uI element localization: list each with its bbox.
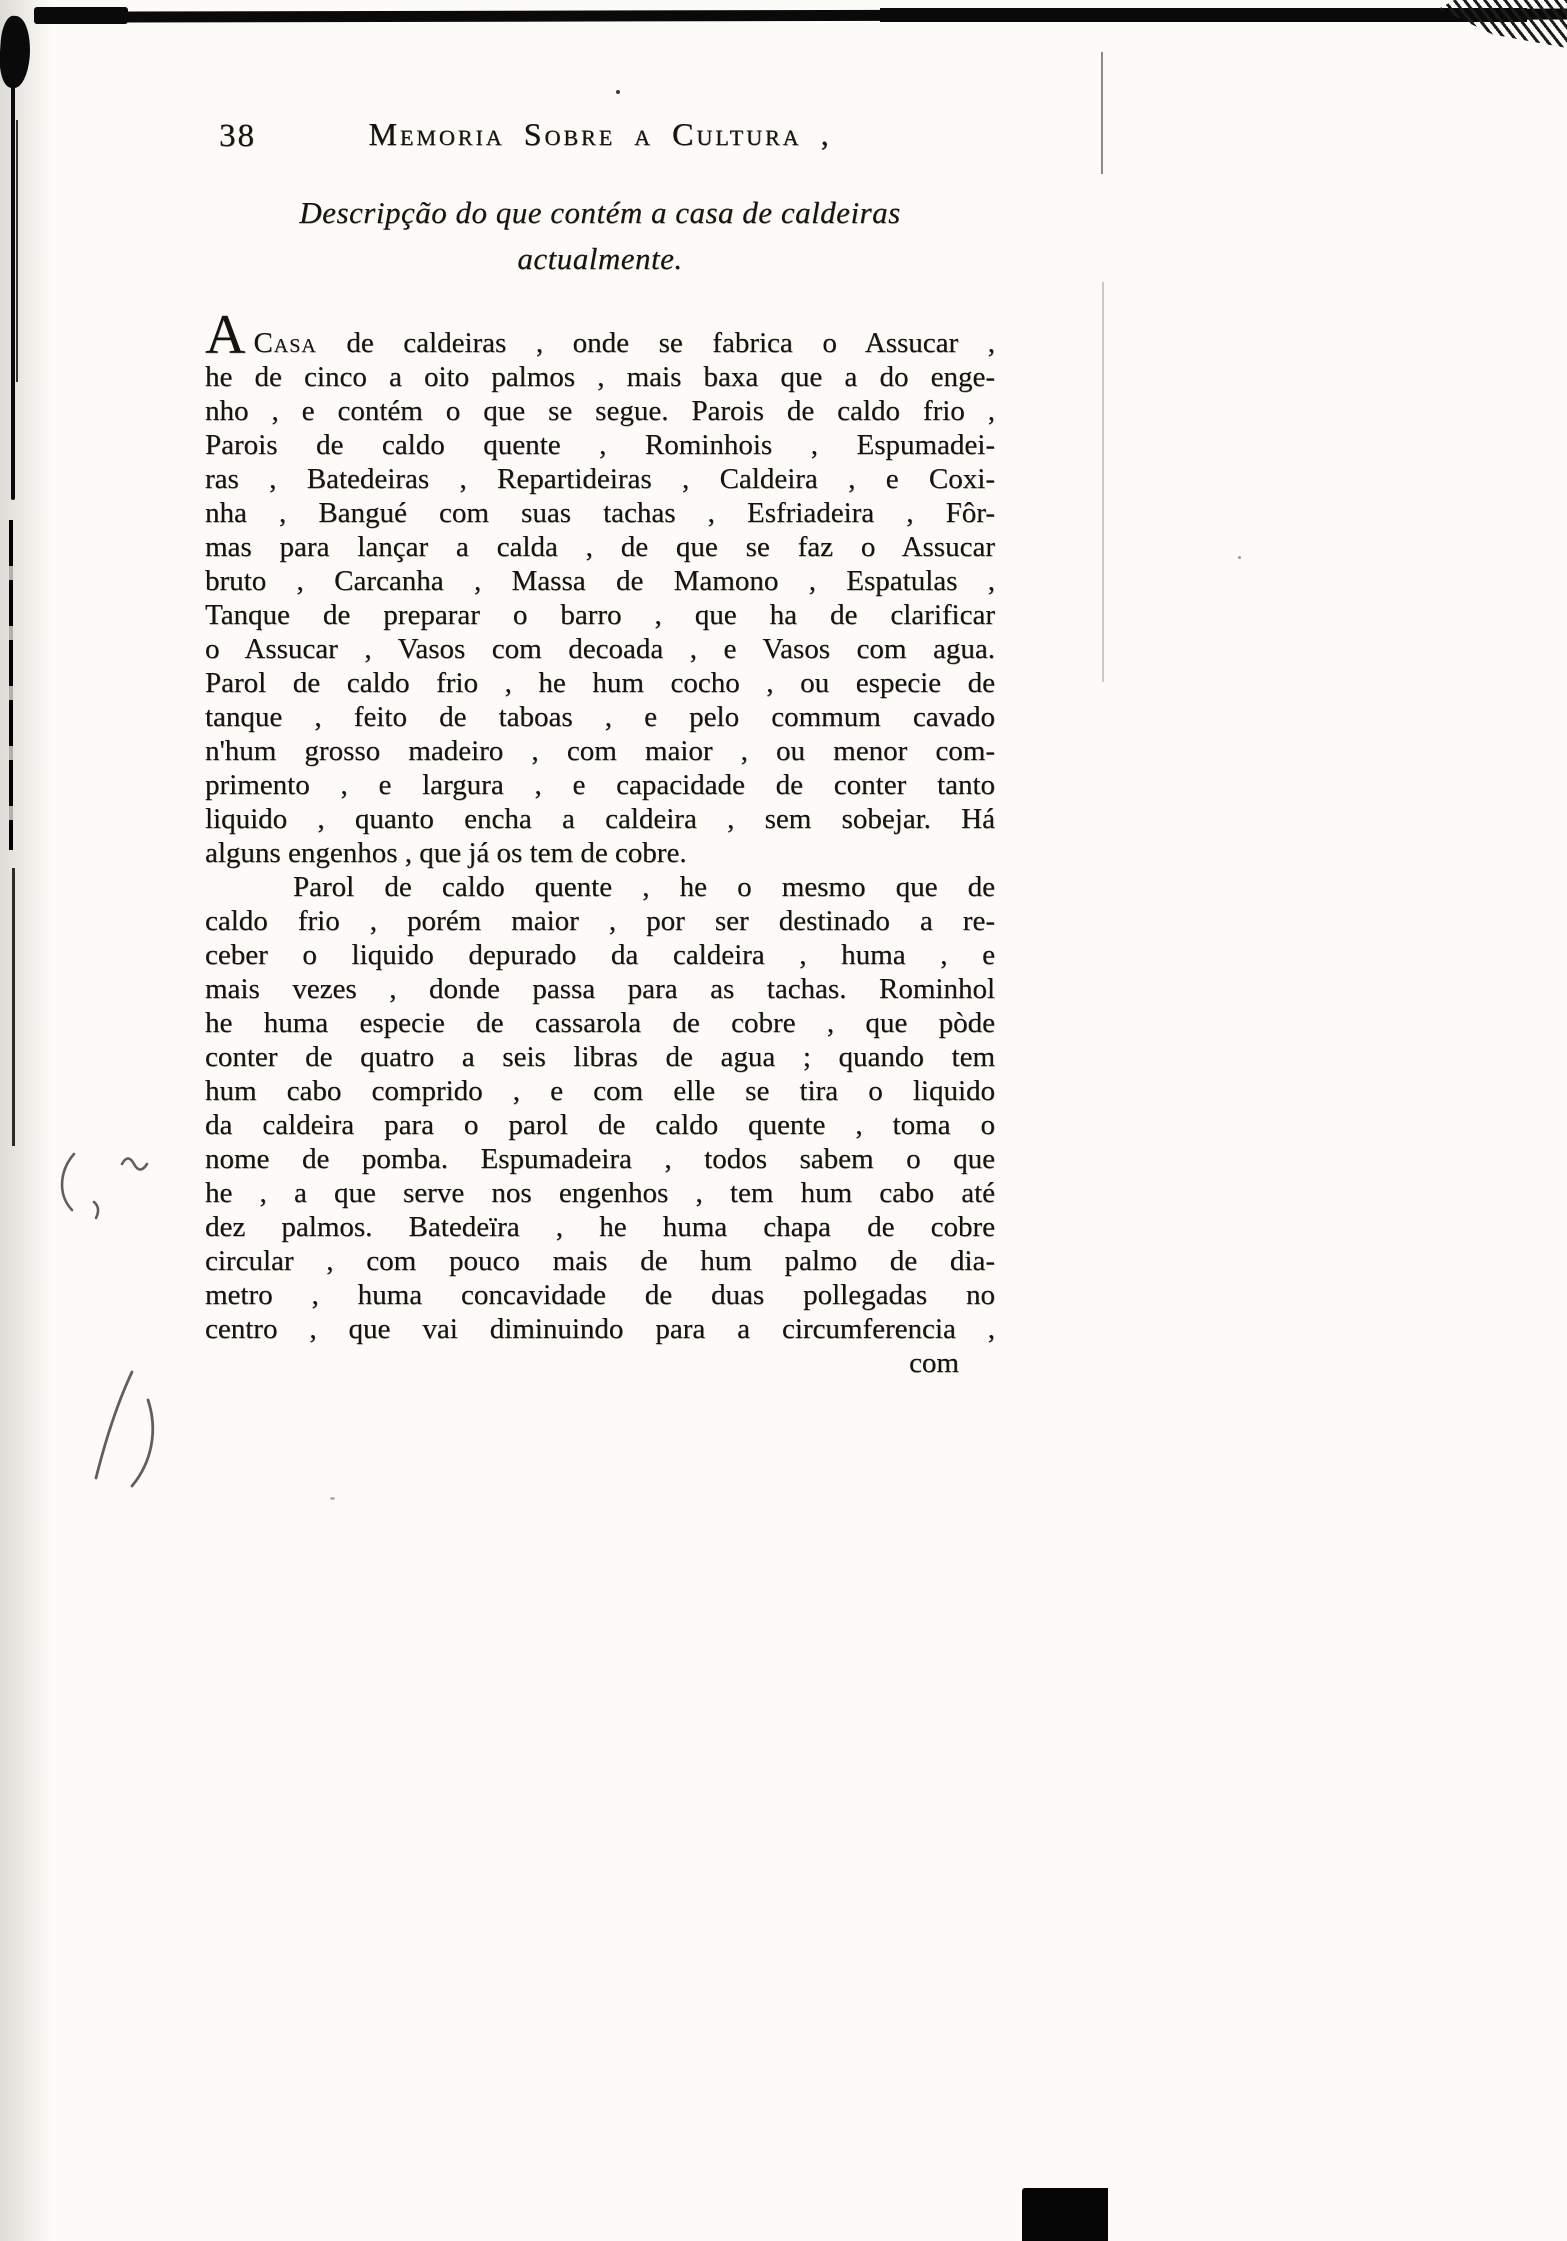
scan-speck <box>1238 556 1241 559</box>
pen-mark <box>42 1138 172 1238</box>
running-title: Memoria Sobre a Cultura , <box>368 116 832 152</box>
scan-speck <box>330 1497 335 1500</box>
scan-artifact-left-edge-line <box>12 868 15 1146</box>
scan-artifact-left-edge-line <box>16 120 18 382</box>
small-caps-word: Casa <box>253 327 317 359</box>
first-line-text: de caldeiras , onde se fabrica o Assucar , <box>346 327 996 359</box>
drop-cap: A <box>205 304 246 366</box>
text-line: dez palmos. Batedeïra , he huma chapa de cobre <box>205 1211 995 1243</box>
text-line: ras , Batedeiras , Repartideiras , Caldeira , e Coxi- <box>205 463 995 495</box>
text-line: he , a que serve nos engenhos , tem hum cabo até <box>205 1177 995 1209</box>
text-line: mais vezes , donde passa para as tachas. Rominhol <box>205 973 995 1005</box>
section-heading-line2: actualmente. <box>517 241 683 276</box>
scan-speck <box>616 90 620 94</box>
text-line: Parol de caldo frio , he hum cocho , ou especie de <box>205 667 995 699</box>
text-line: conter de quatro a seis libras de agua ; quando tem <box>205 1041 995 1073</box>
text-line: nome de pomba. Espumadeira , todos sabem o que <box>205 1143 995 1175</box>
text-line: bruto , Carcanha , Massa de Mamono , Espatulas , <box>205 565 995 597</box>
paragraph-1-lines <box>205 360 995 870</box>
running-header <box>205 116 995 160</box>
text-line: primento , e largura , e capacidade de conter tanto <box>205 769 995 801</box>
text-line-first <box>205 304 996 366</box>
text-line: alguns engenhos , que já os tem de cobre. <box>205 837 687 869</box>
text-line: tanque , feito de taboas , e pelo commum cavado <box>205 701 995 733</box>
text-line: he huma especie de cassarola de cobre , que pòde <box>205 1007 995 1039</box>
text-line: da caldeira para o parol de caldo quente , toma o <box>205 1109 995 1141</box>
body-text <box>205 304 996 1380</box>
scan-artifact-corner-smudge <box>1439 0 1567 48</box>
gutter-shadow <box>0 0 52 2241</box>
scan-artifact-bottom-right-block <box>1022 2188 1108 2241</box>
text-line: liquido , quanto encha a caldeira , sem sobejar. Há <box>205 803 995 835</box>
text-line: n'hum grosso madeiro , com maior , ou menor com- <box>205 735 995 767</box>
text-line: nho , e contém o que se segue. Parois de caldo frio , <box>205 395 995 427</box>
page-number: 38 <box>219 118 256 154</box>
text-line: centro , que vai diminuindo para a circumferencia , <box>205 1313 995 1345</box>
section-heading-line1: Descripção do que contém a casa de caldeiras <box>299 195 901 230</box>
scan-artifact-right-hairline <box>1101 52 1103 174</box>
scan-artifact-top-bar-thick <box>34 7 128 24</box>
text-line: he de cinco a oito palmos , mais baxa que a do enge- <box>205 361 995 393</box>
text-line: mas para lançar a calda , de que se faz o Assucar <box>205 531 995 563</box>
text-line: ceber o liquido depurado da caldeira , huma , e <box>205 939 995 971</box>
text-line: metro , huma concavidade de duas pollegadas no <box>205 1279 995 1311</box>
text-line: nha , Bangué com suas tachas , Esfriadeira , Fôr- <box>205 497 995 529</box>
scan-artifact-left-edge-line <box>9 520 13 850</box>
scan-artifact-right-hairline <box>1102 282 1104 682</box>
text-line: Tanque de preparar o barro , que ha de clarificar <box>205 599 995 631</box>
text-line: Parois de caldo quente , Rominhois , Espumadei- <box>205 429 995 461</box>
pen-mark <box>66 1358 186 1498</box>
scan-artifact-left-edge-line <box>11 32 15 500</box>
text-line: hum cabo comprido , e com elle se tira o liquido <box>205 1075 995 1107</box>
scan-artifact-top-bar-overlay <box>880 8 1527 22</box>
catchword: com <box>909 1347 959 1379</box>
text-line: circular , com pouco mais de hum palmo de dia- <box>205 1245 995 1277</box>
section-heading <box>205 190 995 282</box>
text-line: Parol de caldo quente , he o mesmo que de <box>293 871 995 903</box>
paragraph-2 <box>205 870 995 1346</box>
text-line: o Assucar , Vasos com decoada , e Vasos com agua. <box>205 633 995 665</box>
paragraph-1 <box>205 304 996 870</box>
text-line: caldo frio , porém maior , por ser destinado a re- <box>205 905 995 937</box>
